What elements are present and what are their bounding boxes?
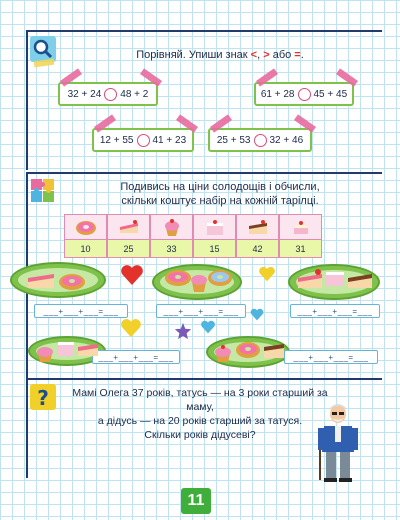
- equation-box[interactable]: ___+___+___=___: [34, 304, 128, 318]
- sweets-group-icon: [212, 330, 286, 364]
- cake-slice-icon: [117, 217, 141, 237]
- task2-instruction: [70, 180, 370, 208]
- task3-line-2: а дідусь — на 20 років старший за татуся.: [97, 415, 303, 427]
- price-cell: [150, 214, 193, 258]
- cream-cake-icon: [289, 217, 313, 237]
- equation-box[interactable]: ___+___+___=___: [92, 350, 180, 364]
- svg-text:?: ?: [37, 386, 49, 410]
- task3-margin-line: [26, 378, 28, 478]
- price-cell: [64, 214, 107, 258]
- task3-problem: [60, 386, 340, 442]
- compare-card-2: 61 + 28 45 + 45: [254, 82, 354, 106]
- price-cell: [279, 214, 322, 258]
- sweets-group-icon: [24, 262, 94, 294]
- question-icon: [30, 384, 56, 410]
- price-cell: [236, 214, 279, 258]
- page-number: 11: [181, 488, 211, 514]
- answer-circle[interactable]: [137, 134, 150, 147]
- heart-icon: [250, 308, 264, 321]
- answer-circle[interactable]: [254, 134, 267, 147]
- price-value: 42: [237, 239, 278, 257]
- task1-margin-line: [26, 30, 28, 170]
- cupcake-icon: [160, 217, 184, 237]
- task3-top-divider: [26, 378, 382, 380]
- task1-instruction: Порівняй. Упиши знак <, > або =.: [136, 49, 304, 61]
- task2-line-1: Подивись на ціни солодощів і обчисли,: [120, 181, 320, 193]
- price-value: 33: [151, 239, 192, 257]
- price-cell: [107, 214, 150, 258]
- donut-icon: [74, 217, 98, 237]
- heart-icon: [120, 318, 142, 338]
- answer-circle[interactable]: [104, 88, 117, 101]
- puzzle-icon: [30, 178, 56, 204]
- sweets-group-icon: [160, 260, 236, 296]
- price-value: 15: [194, 239, 235, 257]
- heart-icon: [258, 266, 276, 282]
- task3-line-3: Скільки років дідусеві?: [144, 429, 256, 441]
- cake-piece-icon: [203, 217, 227, 237]
- task1-top-divider: [26, 30, 382, 32]
- sweets-group-icon: [34, 332, 100, 362]
- tape-decoration: [34, 59, 55, 68]
- price-value: 10: [65, 239, 106, 257]
- equation-box[interactable]: ___+___+___=___: [284, 350, 378, 364]
- price-strip: [64, 214, 322, 258]
- heart-icon: [120, 264, 144, 286]
- task3-line-1: Мамі Олега 37 років, татусь — на 3 роки старший за маму,: [72, 387, 328, 413]
- sweets-group-icon: [296, 258, 374, 294]
- price-value: 25: [108, 239, 149, 257]
- answer-circle[interactable]: [298, 88, 311, 101]
- chocolate-cake-icon: [246, 217, 270, 237]
- compare-card-3: 12 + 55 41 + 23: [92, 128, 194, 152]
- price-value: 31: [280, 239, 321, 257]
- compare-card-1: 32 + 24 48 + 2: [58, 82, 158, 106]
- compare-card-4: 25 + 53 32 + 46: [208, 128, 312, 152]
- star-icon: [174, 322, 192, 340]
- task2-line-2: скільки коштує набір на кожній тарілці.: [121, 195, 319, 207]
- price-cell: [193, 214, 236, 258]
- task2-top-divider: [26, 172, 382, 174]
- grandpa-illustration: [312, 404, 364, 482]
- equation-box[interactable]: ___+___+___=___: [156, 304, 246, 318]
- equation-box[interactable]: ___+___+___=___: [290, 304, 380, 318]
